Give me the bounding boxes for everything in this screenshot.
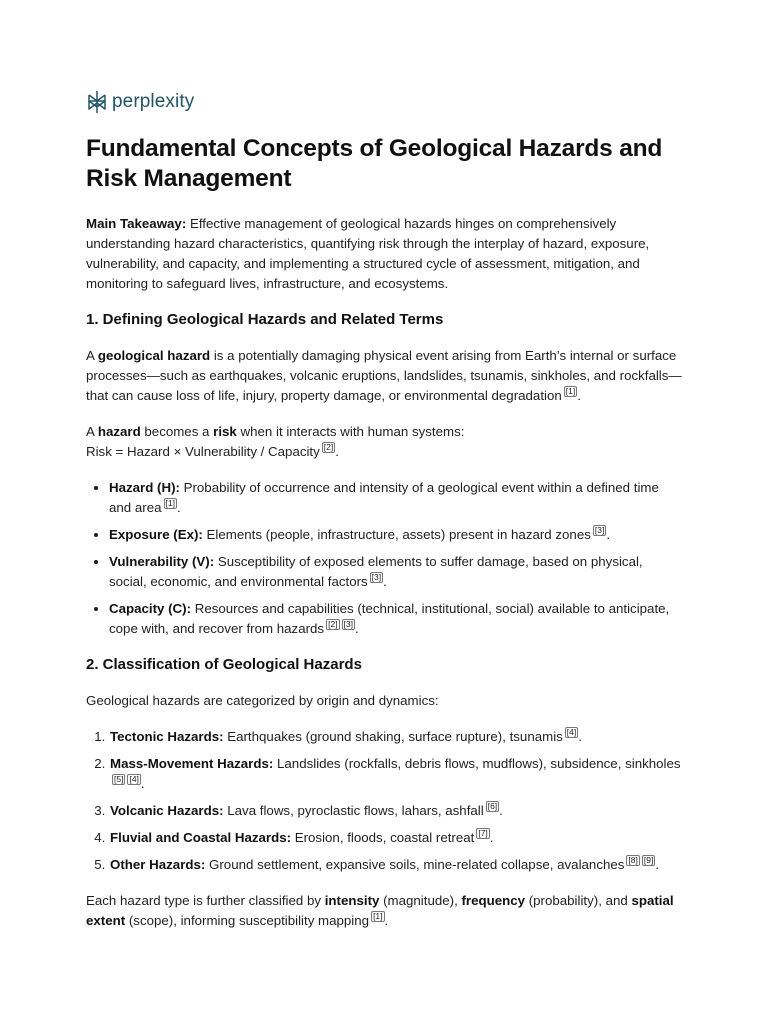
citation-link[interactable]: [1] — [165, 498, 175, 508]
perplexity-logo-icon — [86, 90, 108, 114]
term-geological-hazard: geological hazard — [97, 348, 211, 363]
list-item-label: Other Hazards: — [110, 857, 206, 872]
list-item: 3. Volcanic Hazards: Lava flows, pyroclastic flows, lahars, ashfall [6] . — [109, 801, 682, 821]
term-intensity: intensity — [324, 893, 380, 908]
citation-link[interactable]: [5] — [114, 774, 124, 784]
citation-link[interactable]: [1] — [373, 911, 383, 921]
list-item: 1. Tectonic Hazards: Earthquakes (ground shaking, surface rupture), tsunamis [4] . — [109, 727, 682, 747]
citation-link[interactable]: [3] — [594, 525, 605, 535]
citation-link[interactable]: [7] — [478, 828, 488, 838]
list-item-label: Tectonic Hazards: — [110, 729, 224, 744]
citation-link[interactable]: [2] — [323, 442, 334, 452]
brand-name: perplexity — [112, 91, 195, 112]
text-fragment: (probability), and — [525, 893, 632, 908]
list-item: 2. Mass-Movement Hazards: Landslides (rockfalls, debris flows, mudflows), subsidence, sinkholes[5] [4] . — [109, 754, 682, 794]
list-item: • Vulnerability (V): Susceptibility of exposed elements to suffer damage, based on physical, social, economic, and environmental factors [3] . — [109, 552, 682, 592]
list-item-label: Fluvial and Coastal Hazards: — [110, 830, 292, 845]
list-item-text: Susceptibility of exposed elements to suffer damage, based on physical, social, economic, and environmental factors — [109, 554, 643, 589]
text-fragment: A — [86, 424, 98, 439]
section-1-heading: 1. Defining Geological Hazards and Related Terms — [86, 311, 444, 328]
list-item: • Exposure (Ex): Elements (people, infrastructure, assets) present in hazard zones [3] . — [109, 525, 682, 545]
list-item-text: Earthquakes (ground shaking, surface rupture), tsunamis — [223, 729, 563, 744]
risk-definition: A hazard becomes a risk when it interacts with human systems: Risk = Hazard × Vulnerability / Capacity [2] . — [86, 424, 465, 459]
hazard-classification-list — [86, 727, 682, 875]
text-fragment: (magnitude), — [379, 893, 462, 908]
list-item-text: Probability of occurrence and intensity of a geological event within a defined time and area — [109, 480, 659, 515]
citation-link[interactable]: [4] — [566, 727, 577, 737]
classification-intro: Geological hazards are categorized by origin and dynamics: — [86, 693, 439, 708]
list-item-label: Vulnerability (V): — [109, 554, 215, 569]
list-item: • Capacity (C): Resources and capabilities (technical, institutional, social) available to anticipate, cope with, and recover from hazards [2] [3] . — [109, 599, 682, 639]
list-item-text: Resources and capabilities (technical, institutional, social) available to anticipate, cope with, and recover from hazards — [109, 601, 670, 636]
text-fragment: A — [86, 348, 98, 363]
term-hazard: hazard — [97, 424, 141, 439]
list-item-label: Exposure (Ex): — [109, 527, 203, 542]
text-fragment: when it interacts with human systems: — [236, 424, 465, 439]
list-item-text: Ground settlement, expansive soils, mine-related collapse, avalanches — [205, 857, 625, 872]
term-risk: risk — [213, 424, 237, 439]
risk-components-list — [86, 478, 682, 639]
list-item: • Hazard (H): Probability of occurrence and intensity of a geological event within a defined time and area [1] . — [109, 478, 682, 518]
classification-closing: Each hazard type is further classified by intensity (magnitude), frequency (probability), and spatial extent (scope), informing susceptibility mapping [1] . — [86, 893, 674, 928]
citation-link[interactable]: [4] — [129, 774, 139, 784]
citation-link[interactable]: [8] — [628, 855, 638, 865]
section-2-heading: 2. Classification of Geological Hazards — [86, 656, 362, 673]
list-item-label: Capacity (C): — [109, 601, 192, 616]
list-item-label: Hazard (H): — [109, 480, 180, 495]
brand-logo[interactable] — [86, 88, 682, 116]
page-title: Fundamental Concepts of Geological Hazards and Risk Management — [86, 135, 663, 192]
citation-link[interactable]: [3] — [371, 572, 382, 582]
list-item-text: Lava flows, pyroclastic flows, lahars, ashfall — [223, 803, 484, 818]
risk-formula: Risk = Hazard × Vulnerability / Capacity — [86, 444, 320, 459]
takeaway-text: Effective management of geological hazards hinges on comprehensively understanding hazard characteristics, quantifying risk through the interplay of hazard, exposure, vulnerability, and capacity, and implementing a structured cycle of assessment, mitigation, and monitoring to safeguard lives, infrastructure, and ecosystems. — [86, 216, 650, 291]
citation-link[interactable]: [3] — [343, 619, 353, 629]
list-item-text: Erosion, floods, coastal retreat — [291, 830, 475, 845]
citation-link[interactable]: [2] — [328, 619, 338, 629]
text-fragment: is a potentially damaging physical event arising from Earth’s internal or surface processes—such as earthquakes, volcanic eruptions, landslides, tsunamis, sinkholes, and rockfalls—that can cause loss of life, injury, property damage, or environmental degradation — [86, 348, 682, 403]
list-item-text: Landslides (rockfalls, debris flows, mudflows), subsidence, sinkholes — [273, 756, 681, 771]
text-fragment: becomes a — [140, 424, 214, 439]
list-item-label: Volcanic Hazards: — [110, 803, 224, 818]
text-fragment: Each hazard type is further classified by — [86, 893, 325, 908]
term-spatial-extent: spatial extent — [86, 893, 674, 928]
list-item: 5. Other Hazards: Ground settlement, expansive soils, mine-related collapse, avalanches [8] [9] . — [109, 855, 682, 875]
takeaway-label: Main Takeaway: — [86, 216, 187, 231]
term-frequency: frequency — [461, 893, 526, 908]
list-item: 4. Fluvial and Coastal Hazards: Erosion, floods, coastal retreat [7] . — [109, 828, 682, 848]
citation-link[interactable]: [1] — [565, 386, 576, 396]
geological-hazard-definition: A geological hazard is a potentially damaging physical event arising from Earth’s internal or surface processes—such as earthquakes, volcanic eruptions, landslides, tsunamis, sinkholes, and rockfalls—that can cause loss of life, injury, property damage, or environmental degradation [1] . — [86, 348, 682, 403]
citation-link[interactable]: [6] — [487, 801, 498, 811]
list-item-label: Mass-Movement Hazards: — [110, 756, 274, 771]
list-item-text: Elements (people, infrastructure, assets) present in hazard zones — [202, 527, 591, 542]
citation-link[interactable]: [9] — [643, 855, 654, 865]
text-fragment: (scope), informing susceptibility mapping — [125, 913, 370, 928]
main-takeaway — [86, 214, 682, 294]
